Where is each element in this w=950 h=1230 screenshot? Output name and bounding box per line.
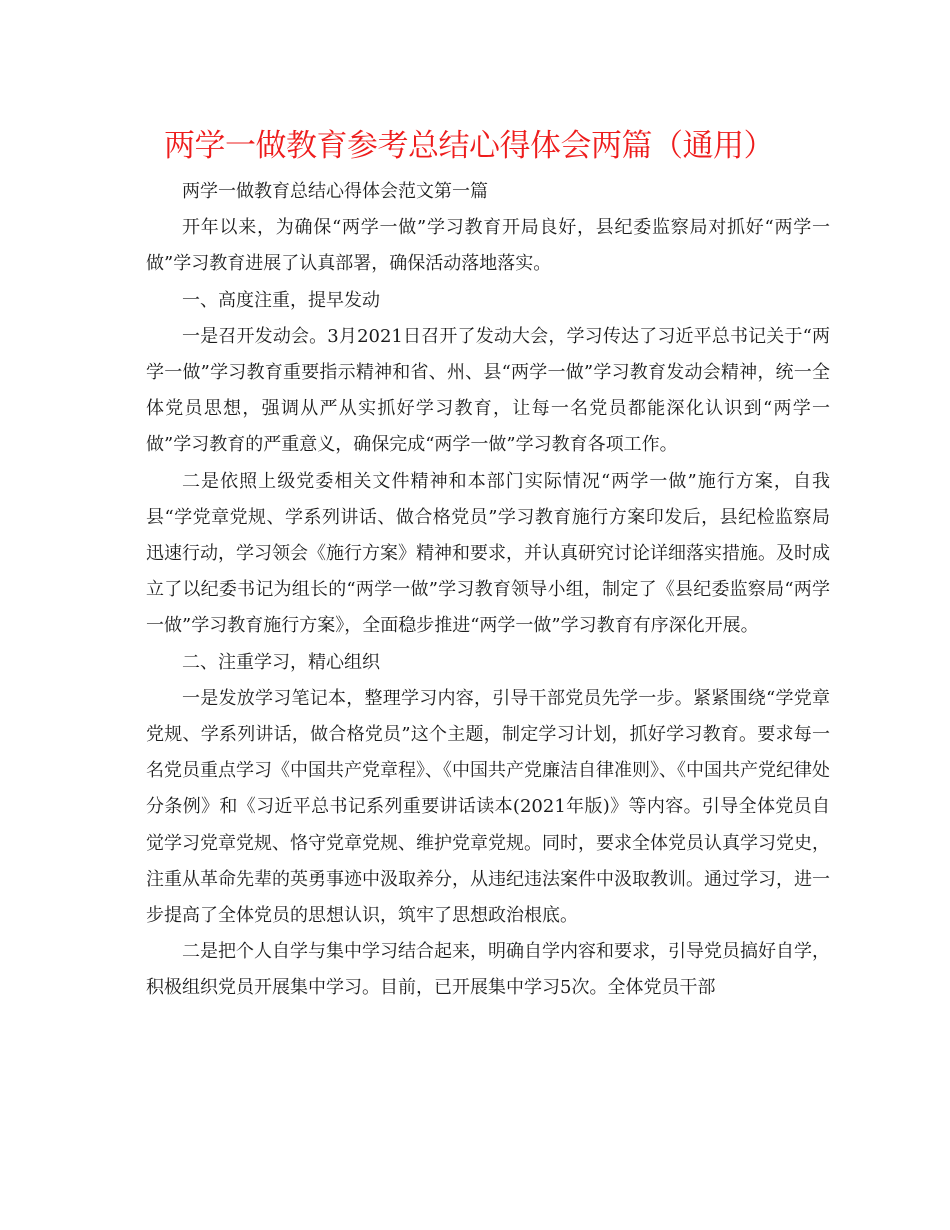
intro-paragraph: 开年以来，为确保“两学一做”学习教育开局良好，县纪委监察局对抓好“两学一做”学习教育进展了认真部署，确保活动落地落实。 [146, 217, 830, 275]
section-heading-2: 二、注重学习，精心组织 [182, 651, 380, 673]
body-paragraph: 一是发放学习笔记本，整理学习内容，引导干部党员先学一步。紧紧围绕“学党章党规、学系列讲话，做合格党员”这个主题，制定学习计划，抓好学习教育。要求每一名党员重点学习《中国共产党章程》、《中国共产党廉洁自律准则》、《中国共产党纪律处分条例》和《习近平总书记系列重要讲话读本(2021年版)》等内容。引导全体党员自觉学习党章党规、恪守党章党规、维护党章党规。同时，要求全体党员认真学习党史，注重从革命先辈的英勇事迹中汲取养分，从违纪违法案件中汲取教训。通过学习，进一步提高了全体党员的思想认识，筑牢了思想政治根底。 [146, 687, 830, 927]
document-title: 两学一做教育参考总结心得体会两篇（通用） [164, 128, 774, 164]
body-paragraph: 二是依照上级党委相关文件精神和本部门实际情况“两学一做”施行方案，自我县“学党章党规、学系列讲话、做合格党员”学习教育施行方案印发后，县纪检监察局迅速行动，学习领会《施行方案》精神和要求，并认真研究讨论详细落实措施。及时成立了以纪委书记为组长的“两学一做”学习教育领导小组，制定了《县纪委监察局“两学一做”学习教育施行方案》，全面稳步推进“两学一做”学习教育有序深化开展。 [146, 470, 830, 637]
section-heading-1: 一、高度注重，提早发动 [182, 289, 380, 311]
body-paragraph: 一是召开发动会。3月2021日召开了发动大会，学习传达了习近平总书记关于“两学一做”学习教育重要指示精神和省、州、县“两学一做”学习教育发动会精神，统一全体党员思想，强调从严从实抓好学习教育，让每一名党员都能深化认识到“两学一做”学习教育的严重意义，确保完成“两学一做”学习教育各项工作。 [146, 325, 830, 456]
subtitle-paragraph: 两学一做教育总结心得体会范文第一篇 [182, 181, 488, 202]
body-paragraph: 二是把个人自学与集中学习结合起来，明确自学内容和要求，引导党员搞好自学，积极组织党员开展集中学习。目前，已开展集中学习5次。全体党员干部 [146, 941, 830, 999]
